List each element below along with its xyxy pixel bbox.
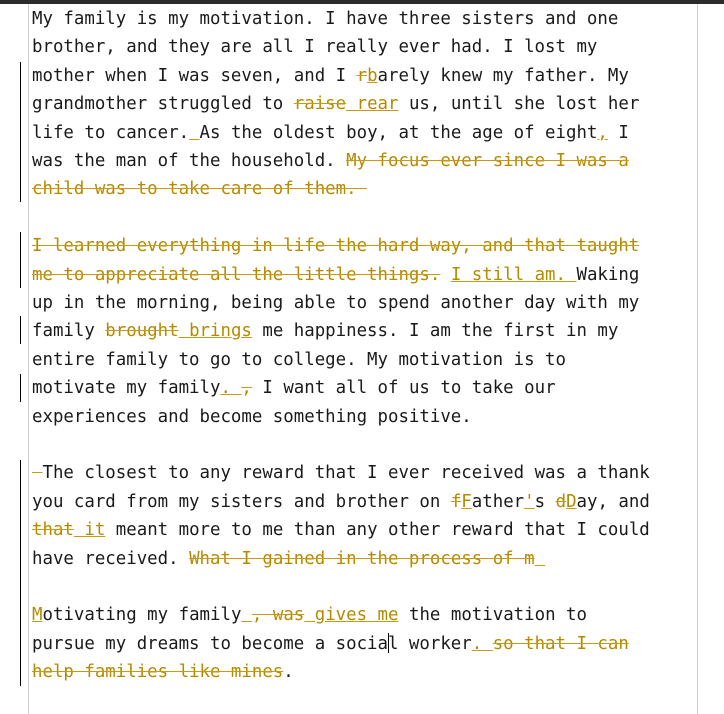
tracked-insertion: . xyxy=(220,378,242,399)
paragraph xyxy=(32,601,692,686)
change-bar xyxy=(20,460,21,686)
tracked-insertion: ' xyxy=(524,491,535,512)
tracked-deletion: that xyxy=(32,520,74,541)
text-run: meant more to me than any other reward that I could have received. xyxy=(32,520,650,569)
tracked-insertion: M xyxy=(32,605,43,626)
tracked-insertion: I still am. xyxy=(450,264,577,285)
tracked-deletion: , xyxy=(241,378,252,399)
tracked-insertion: . xyxy=(471,633,493,654)
change-bar xyxy=(20,374,21,402)
text-run: I want all of us to take our experiences and become something positive. xyxy=(32,378,556,427)
text-run: The closest to any reward that I ever received was a thank you card from my sisters and brother on xyxy=(32,463,650,512)
text-run: ather xyxy=(471,491,525,512)
text-run: As the oldest boy, at the age of eight xyxy=(199,122,598,143)
tracked-insertion: , xyxy=(597,122,608,143)
change-bar xyxy=(20,62,21,202)
tracked-insertion xyxy=(189,123,199,143)
text-run: l worker xyxy=(387,633,472,654)
change-bar xyxy=(20,316,21,344)
text-run: I was the man of the household. xyxy=(32,122,629,172)
paragraph xyxy=(32,232,692,431)
text-run: me happiness. I am the first in my entire family to go to college. My motivation is to motivate my family xyxy=(32,321,619,399)
tracked-insertion: brings xyxy=(178,321,252,342)
tracked-insertion xyxy=(535,549,545,569)
tracked-deletion: brought xyxy=(105,321,179,342)
text-run: . xyxy=(283,662,294,683)
text-run: arely knew my father. My grandmother struggled to xyxy=(32,65,629,115)
tracked-deletion: so that I can help families like mines xyxy=(32,633,629,683)
tracked-insertion: it xyxy=(73,520,106,541)
tracked-insertion: D xyxy=(566,491,577,512)
tracked-deletion: d xyxy=(555,491,567,512)
tracked-insertion: F xyxy=(461,491,472,512)
paragraph xyxy=(32,459,692,573)
change-bar xyxy=(20,232,21,288)
tracked-insertion: rear xyxy=(346,94,399,115)
tracked-deletion: , was xyxy=(251,605,305,626)
tracked-insertion: b xyxy=(367,65,378,86)
text-run: Waking up in the morning, being able to spend another day with my family xyxy=(32,264,640,342)
document-text-area[interactable] xyxy=(32,5,692,687)
tracked-deletion: r xyxy=(356,65,368,86)
text-run: the motivation to pursue my dreams to become a socia xyxy=(32,605,587,654)
text-run xyxy=(440,265,450,285)
tracked-deletion: I learned everything in life the hard way, and that taught me to appreciate all the little things. xyxy=(32,236,640,285)
tracked-deletion: My focus ever since I was a child was to take care of them. xyxy=(32,151,629,200)
paragraph xyxy=(32,5,692,204)
text-run: us, until she lost her life to cancer. xyxy=(32,94,640,143)
text-run: otivating my family xyxy=(42,605,242,626)
text-run: My family is my motivation. I have three sisters and one brother, and they are all I really ever had. I lost my mother when I was seven, and I xyxy=(32,9,619,86)
text-run: s xyxy=(534,491,556,512)
tracked-insertion: gives me xyxy=(304,605,399,626)
text-run: ay, and xyxy=(576,491,650,512)
tracked-deletion: What I gained in the process of m xyxy=(189,548,535,569)
tracked-deletion: f xyxy=(450,491,462,512)
tracked-deletion: raise xyxy=(293,94,347,115)
tracked-deletion xyxy=(32,463,42,483)
tracked-insertion xyxy=(241,605,251,625)
